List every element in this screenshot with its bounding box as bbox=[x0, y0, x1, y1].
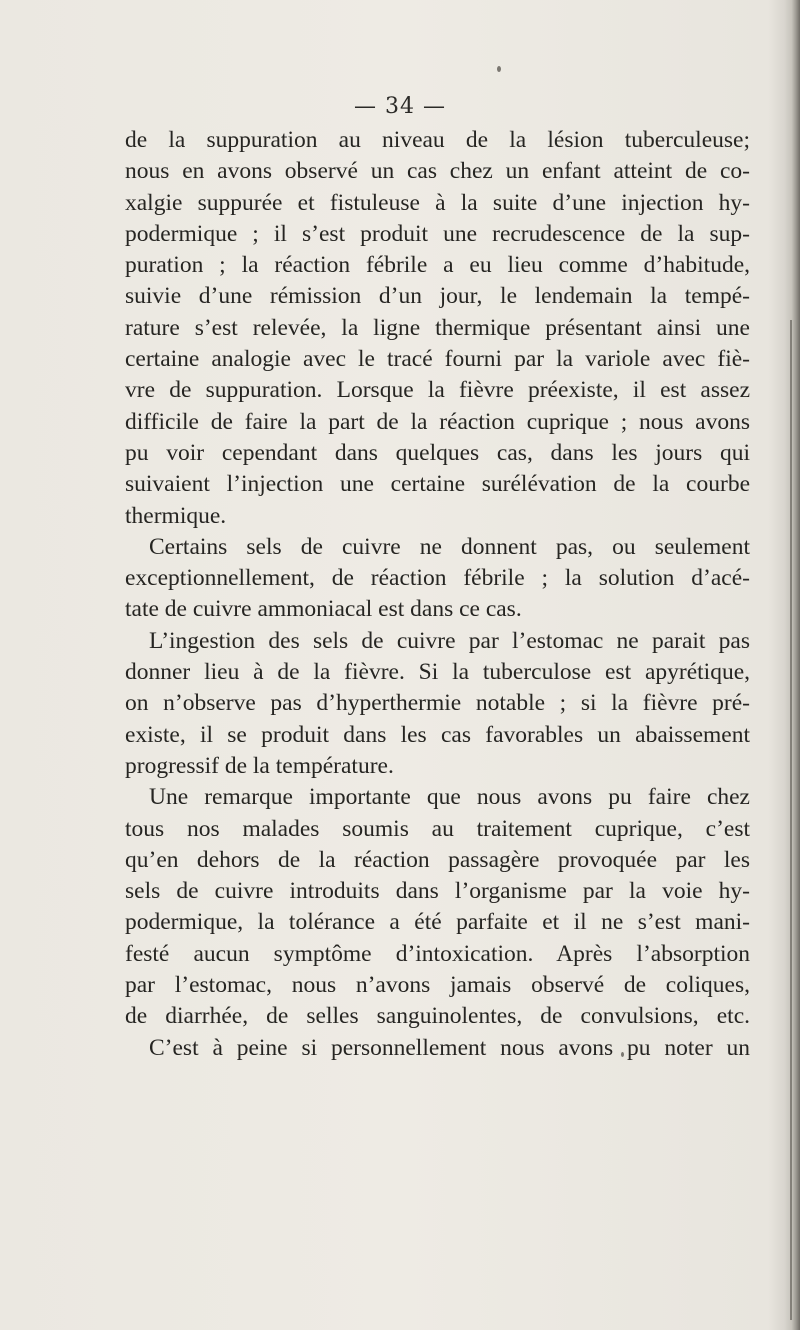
text-line: par l’estomac, nous n’avons jamais observé de coliques, bbox=[125, 972, 750, 999]
text-line: tous nos malades soumis au traitement cuprique, c’est bbox=[125, 815, 750, 842]
text-line: donner lieu à de la fièvre. Si la tuberculose est apyrétique, bbox=[125, 659, 750, 686]
text-line: difficile de faire la part de la réaction cuprique ; nous avons bbox=[125, 408, 750, 435]
text-line: C’est à peine si personnellement nous avons pu noter un bbox=[149, 1034, 750, 1061]
text-line: vre de suppuration. Lorsque la fièvre préexiste, il est assez bbox=[125, 377, 750, 404]
text-line: certaine analogie avec le tracé fourni par la variole avec fiè- bbox=[125, 346, 750, 373]
text-line: qu’en dehors de la réaction passagère provoquée par les bbox=[125, 846, 750, 873]
text-line: existe, il se produit dans les cas favorables un abaissement bbox=[125, 721, 750, 748]
text-line: Certains sels de cuivre ne donnent pas, ou seulement bbox=[149, 533, 750, 560]
text-line: Une remarque importante que nous avons pu faire chez bbox=[149, 784, 750, 811]
text-line: festé aucun symptôme d’intoxication. Après l’absorption bbox=[125, 940, 750, 967]
text-line: nous en avons observé un cas chez un enfant atteint de co- bbox=[125, 158, 750, 185]
text-line: puration ; la réaction fébrile a eu lieu comme d’habitude, bbox=[125, 252, 750, 279]
text-line: tate de cuivre ammoniacal est dans ce cas. bbox=[125, 596, 522, 623]
text-line: de diarrhée, de selles sanguinolentes, de convulsions, etc. bbox=[125, 1003, 750, 1030]
text-line: on n’observe pas d’hyperthermie notable ; si la fièvre pré- bbox=[125, 690, 750, 717]
page-edge-shadow bbox=[786, 0, 800, 1330]
text-line: progressif de la température. bbox=[125, 752, 394, 779]
text-line: thermique. bbox=[125, 502, 227, 529]
text-line: xalgie suppurée et fistuleuse à la suite d’une injection hy- bbox=[125, 189, 750, 216]
text-line: podermique, la tolérance a été parfaite et il ne s’est mani- bbox=[125, 909, 750, 936]
body-text bbox=[125, 125, 750, 1064]
ink-speck bbox=[497, 66, 501, 72]
text-line: suivie d’une rémission d’un jour, le lendemain la tempé- bbox=[125, 283, 750, 310]
text-line: de la suppuration au niveau de la lésion tuberculeuse; bbox=[125, 127, 750, 153]
page-edge-line bbox=[790, 320, 792, 1320]
text-line: podermique ; il s’est produit une recrudescence de la sup- bbox=[125, 220, 750, 247]
text-line: sels de cuivre introduits dans l’organisme par la voie hy- bbox=[125, 878, 750, 905]
text-line: L’ingestion des sels de cuivre par l’estomac ne parait pas bbox=[149, 627, 750, 654]
text-line: rature s’est relevée, la ligne thermique présentant ainsi une bbox=[125, 314, 750, 341]
text-line: exceptionnellement, de réaction fébrile ; la solution d’acé- bbox=[125, 565, 750, 592]
text-line: pu voir cependant dans quelques cas, dans les jours qui bbox=[125, 439, 750, 466]
text-line: suivaient l’injection une certaine surélévation de la courbe bbox=[125, 471, 750, 498]
page-number: — 34 — bbox=[354, 94, 446, 119]
